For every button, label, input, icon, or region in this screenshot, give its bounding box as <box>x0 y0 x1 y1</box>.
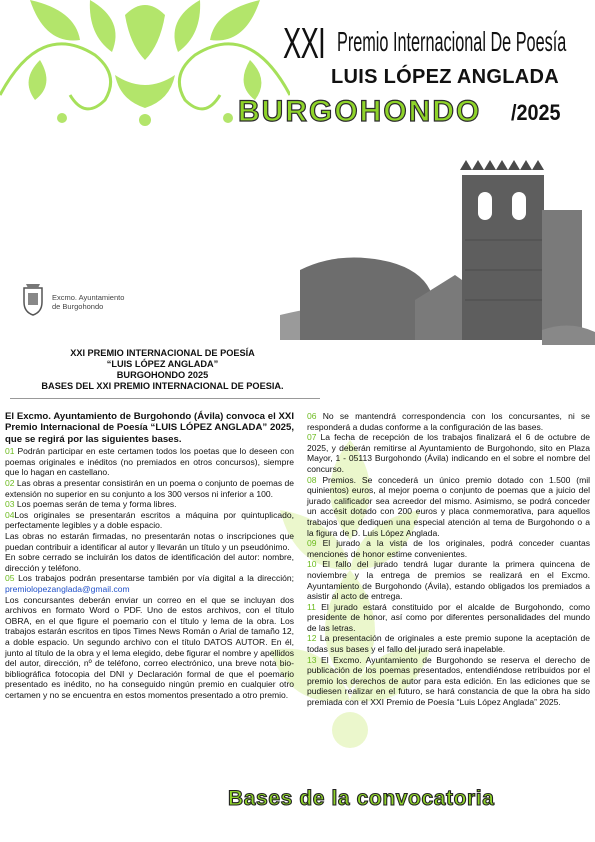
intro-paragraph: El Excmo. Ayuntamiento de Burgohondo (Ávila) convoca el XXI Premio Internacional de Poesía “LUIS LÓPEZ ANGLADA” 2025, que se regirá por las siguientes bases. <box>5 411 294 445</box>
base-text: El fallo del jurado tendrá lugar durante la primera quincena de noviembre y la entrega de premios se realizará en el Excmo. Ayuntamiento de Burgohondo (Ávila), estando obligados los premiados a asistir al acto de entrega. <box>307 559 590 602</box>
email-link[interactable]: premiolopezanglada@gmail.com <box>5 583 130 594</box>
base-item <box>5 595 294 701</box>
municipality-line-1: Excmo. Ayuntamiento <box>52 293 125 302</box>
base-item <box>307 538 590 559</box>
base-item <box>5 478 294 499</box>
base-number: 04 <box>5 509 15 520</box>
base-number: 12 <box>307 633 317 644</box>
bases-left-column <box>5 411 294 700</box>
base-item <box>307 559 590 601</box>
base-number: 06 <box>307 411 317 421</box>
base-text: Los originales se presentarán escritos a máquina por quintuplicado, perfectamente legibles y a doble espacio. <box>5 509 294 531</box>
footer-title: Bases de la convocatoria <box>228 787 495 810</box>
base-item <box>307 602 590 634</box>
base-text: La presentación de originales a este premio supone la aceptación de todas sus bases y el fallo del jurado será inapelable. <box>307 633 590 655</box>
title-roman-numeral: XXI <box>283 19 326 68</box>
base-text: En sobre cerrado se incluirán los datos de identificación del autor: nombre, dirección y teléfono. <box>5 552 294 573</box>
title-year: /2025 <box>511 100 561 125</box>
title-place: BURGOHONDO <box>238 95 482 128</box>
base-number: 11 <box>307 601 316 612</box>
bases-right-column <box>307 411 590 708</box>
base-text: Las obras a presentar consistirán en un poema o conjunto de poemas de extensión no superior en su conjunto a los 300 versos ni inferior a 100. <box>5 478 294 499</box>
base-text: El jurado estará constituido por el alcalde de Burgohondo, como presidente de honor, así como por diferentes personalidades del mundo de las letras. <box>307 601 590 633</box>
header-line-1: XXI PREMIO INTERNACIONAL DE POESÍA <box>70 348 255 358</box>
title-premio: Premio Internacional De Poesía <box>337 26 567 57</box>
base-text: El Excmo. Ayuntamiento de Burgohondo se reserva el derecho de publicación de los poemas presentados, entendiéndose retribuidos por el premio los derechos de autor para esta edición. En las ediciones que se pudiesen realizar en el futuro, se hará constancia de que la obra ha sido premiada con el XXI Premio de Poesía “Luis López Anglada” 2025. <box>307 654 590 708</box>
base-number: 09 <box>307 538 317 549</box>
base-item <box>5 552 294 573</box>
base-text: Los poemas serán de tema y forma libres. <box>14 499 177 510</box>
base-item <box>5 531 294 552</box>
header-line-2: “LUIS LÓPEZ ANGLADA” <box>106 359 219 369</box>
base-number: 03 <box>5 499 15 510</box>
bases-left-list <box>5 446 294 700</box>
header-line-3: BURGOHONDO 2025 <box>116 370 209 380</box>
base-item <box>5 499 294 510</box>
base-text: La fecha de recepción de los trabajos finalizará el 6 de octubre de 2025, y deberán remitirse al Ayuntamiento de Burgohondo, sito en Plaza Mayor, 1 - 05113 Burgohondo (Ávila) indicando en el sobre el nombre del concurso. <box>307 432 590 474</box>
bases-right-list <box>307 411 590 708</box>
base-number: 05 <box>5 573 15 584</box>
base-item <box>307 475 590 539</box>
base-item <box>307 633 590 654</box>
municipality-line-2: de Burgohondo <box>52 302 104 311</box>
base-number: 02 <box>5 478 15 488</box>
bases-header <box>0 348 325 392</box>
base-text: No se mantendrá correspondencia con los concursantes, ni se responderá a dudas conforme a la configuración de las bases. <box>307 411 590 432</box>
base-item <box>307 655 590 708</box>
base-item <box>5 510 294 531</box>
municipal-coat-of-arms-icon <box>18 282 48 316</box>
base-number: 01 <box>5 446 15 457</box>
base-item <box>5 446 294 478</box>
header-divider <box>10 398 320 399</box>
base-text: Premios. Se concederá un único premio dotado con 1.500 (mil quinientos) euros, al mejor poema o conjunto de poemas que a juicio del jurado calificador sea acreedor del mismo. Asimismo, se podrá conceder un accésit dotado con 200 euros y placa conmemorativa, para aquellos trabajos que dediquen una especial atención al tema de Burgohondo o a la figura de D. Luis López Anglada. <box>307 474 590 538</box>
base-number: 08 <box>307 474 317 485</box>
base-text: Los concursantes deberán enviar un correo en el que se incluyan dos archivos en formato Word o PDF. Uno de estos archivos, con el título OBRA, en el que figure el poemario con el título y lema de la obra. Los trabajos estarán escritos en tipos Times News Román o Arial de tamaño 12, a doble espacio. Un segundo archivo con el título DATOS AUTOR. En él, junto al título de la obra y el lema elegido, debe figurar el nombre y apellidos del autor, dirección, nº de teléfono, correo electrónico, una breve nota bio-bibliográfica fotocopia del DNI y Declaración formal de que el poemario presentado es inédito, no ha conseguido ningún premio en cualquier otro certamen y no se encuentra en estos momentos presentado a otro premio. <box>5 594 294 700</box>
title-poet-name: LUIS LÓPEZ ANGLADA <box>331 66 559 88</box>
base-text: Las obras no estarán firmadas, no presentarán notas o inscripciones que puedan contribuir a identificar al autor y llevarán un título y un pseudónimo. <box>5 530 294 552</box>
base-item <box>5 573 294 594</box>
church-tower-illustration <box>280 150 595 345</box>
base-number: 10 <box>307 559 317 570</box>
base-text: El jurado a la vista de los originales, podrá conceder cuantas menciones de honor estime convenientes. <box>307 538 590 559</box>
base-number: 07 <box>307 432 317 443</box>
base-item <box>307 432 590 474</box>
municipality-name <box>52 293 124 311</box>
base-item <box>307 411 590 432</box>
base-text: Los trabajos podrán presentarse también por vía digital a la dirección; <box>14 573 294 584</box>
base-number: 13 <box>307 654 317 665</box>
base-text: Podrán participar en este certamen todos los poetas que lo deseen con poemas originales e inéditos (no premiados en otros concursos), siempre que lo hagan en castellano. <box>5 446 294 478</box>
header-line-4: BASES DEL XXI PREMIO INTERNACIONAL DE POESIA. <box>41 381 284 391</box>
